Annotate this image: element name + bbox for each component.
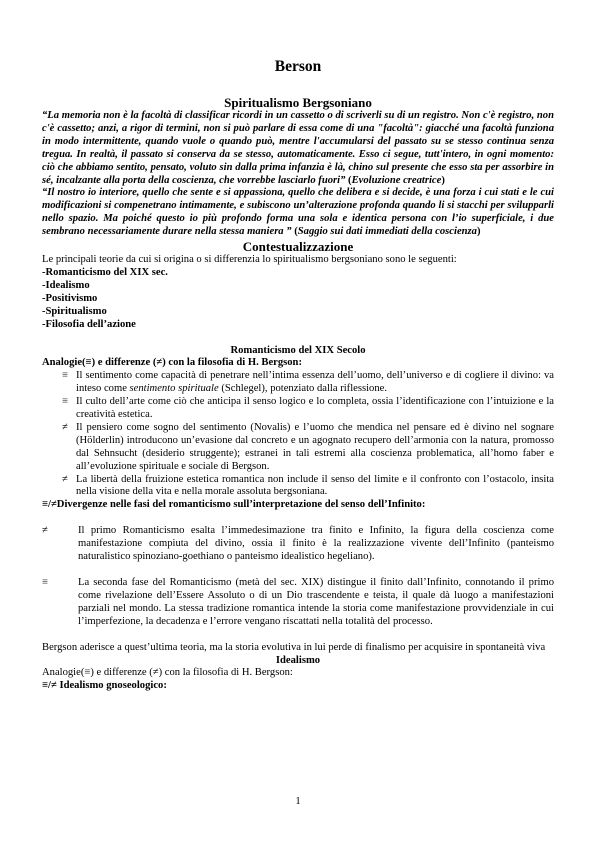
idealism-gnoseological-heading: ≡/≠ Idealismo gnoseologico:	[42, 680, 167, 692]
theory-item: -Filosofia dell’azione	[42, 318, 136, 330]
idealism-analogies: Analogie(≡) e differenze (≠) con la filosofia di H. Bergson:	[42, 667, 293, 679]
list-item	[42, 422, 554, 474]
phase-text: La seconda fase del Romanticismo (metà del sec. XIX) distingue il finito dall’Infinito, connotando il primo come rivelazione dell’Essere Assoluto o di un Dio trascendente e teista, il quale dà luogo a manifestazioni parziali nel mondo. La stessa tradizione romantica intende la storia come manifestazione provvidenziale in cui l’imperfezione, la decadenza e l’errore vengano riscattati nella totalità del processo.	[78, 577, 554, 627]
source-open: (	[291, 226, 298, 238]
not-equal-icon: ≠	[42, 525, 48, 537]
point-text: Il sentimento come capacità di penetrare nell’intima essenza dell’uomo, dell’universo e di cogliere il divino: va inteso come	[76, 370, 554, 395]
point-after: (Schlegel), potenziato dalla riflessione.	[218, 383, 387, 395]
phase-text: Il primo Romanticismo esalta l’immedesimazione tra finito e Infinito, la figura della coscienza come manifestazione compiuta del divino, ossia il finito è la realizzazione vivente dell’Infinito (panteismo naturalistico spinoziano-goethiano o panteismo idealistico hegeliano).	[78, 525, 554, 563]
theory-item: -Spiritualismo	[42, 305, 107, 317]
quote-memory-source	[345, 175, 444, 186]
theory-item: -Romanticismo del XIX sec.	[42, 266, 168, 278]
not-equal-icon: ≠	[62, 473, 68, 485]
theory-item: -Positivismo	[42, 292, 98, 304]
phase-item	[42, 577, 554, 629]
romanticism-points	[42, 370, 554, 499]
list-item	[42, 474, 554, 500]
equivalence-icon: ≡	[62, 370, 68, 382]
section-title-context: Contestualizzazione	[242, 239, 354, 255]
page-number: 1	[295, 796, 301, 807]
source-close: )	[441, 174, 445, 186]
equivalence-icon: ≡	[62, 396, 68, 408]
quote-inner-self-source	[292, 226, 481, 237]
point-italic: sentimento spirituale	[129, 383, 219, 395]
equivalence-icon: ≡	[42, 577, 48, 588]
section-title-spiritualism: Spiritualismo Bergsoniano	[224, 95, 372, 110]
point-text: Il culto dell’arte come ciò che anticipa il senso logico e lo completa, ossia l’identificazione con l’intuizione e la creatività estetica.	[76, 396, 554, 421]
context-intro: Le principali teorie da cui si origina o si differenzia lo spiritualismo bergsoniano sono le seguenti:	[42, 254, 457, 266]
phase-item	[42, 525, 554, 564]
point-text: La libertà della fruizione estetica romantica non include il senso del limite e il confronto con l’ostacolo, insita nella visione della vita e nella morale assoluta bergsoniana.	[76, 473, 554, 498]
not-equal-icon: ≠	[62, 421, 68, 433]
theory-item: -Idealismo	[42, 279, 90, 291]
spacer	[42, 564, 554, 577]
spacer	[42, 512, 554, 525]
subsection-title-idealism: Idealismo	[275, 654, 321, 666]
quote-memory-source-title: Evoluzione creatrice	[351, 174, 442, 186]
quote-memory-text: “La memoria non è la facoltà di classificar ricordi in un cassetto o di scriverli su di un registro. Non c'è registro, non c'è cassetto; anzi, a rigor di termini, non si può parlare di essa come di una "facoltà": giacché una facoltà funziona in modo intermittente, quando vuole o quando può, mentre l'accumularsi del passato su se stesso continua senza tregua. In realtà, il passato si conserva da se stesso, automaticamente. Esso ci segue, tutt'intero, in ogni momento: ciò che abbiamo sentito, pensato, voluto sin dalla prima infanzia è là, chino sul presente che esso sta per assorbire in sé, incalzante alla porta della coscienza, che vorrebbe lasciarlo fuori”	[42, 110, 554, 186]
point-text: Il pensiero come sogno del sentimento (Novalis) e l’uomo che mendica nel pensare ed è divino nel sognare (Hölderlin) introducono un’evasione dal concreto e un agognato recupero dell’armonia con la natura, promosso dal Sehnsucht (desiderio struggente); estranei in tali estremi alla coscienza problematica, all’homo faber e all’evoluzione spirituale e sociale di Bergson.	[76, 421, 554, 472]
divergence-heading: ≡/≠Divergenze nelle fasi del romanticismo sull’interpretazione del senso dell’Infinito:	[42, 499, 426, 511]
document-title: Berson	[274, 58, 322, 75]
analogies-heading: Analogie(≡) e differenze (≠) con la filosofia di H. Bergson:	[42, 357, 302, 369]
quote-inner-self-source-title: Saggio sui dati immediati della coscienza	[297, 226, 477, 238]
subsection-title-romanticism: Romanticismo del XIX Secolo	[230, 344, 366, 356]
spacer	[42, 332, 554, 345]
spacer	[42, 629, 554, 642]
quote-inner-self-text: “Il nostro io interiore, quello che sente e si appassiona, quello che delibera e si decide, è una forza i cui stati e le cui modificazioni si compenetrano intimamente, e subiscono un’alterazione profonda quando li si stacchi per svilupparli nello spazio. Ma poiché questo io più profondo forma una sola e identica persona con l’io superficiale, i due sembrano necessariamente durare nella stessa maniera ”	[42, 187, 554, 238]
source-open: (	[345, 174, 352, 186]
list-item	[42, 370, 554, 396]
list-item	[42, 396, 554, 422]
quote-memory	[42, 110, 554, 187]
quote-inner-self	[42, 187, 554, 239]
source-close: )	[476, 226, 481, 238]
document-body	[42, 95, 554, 693]
conclusion-paragraph: Bergson aderisce a quest’ultima teoria, ma la storia evolutiva in lui perde di finalismo per acquisire in spontaneità viva	[42, 641, 546, 653]
